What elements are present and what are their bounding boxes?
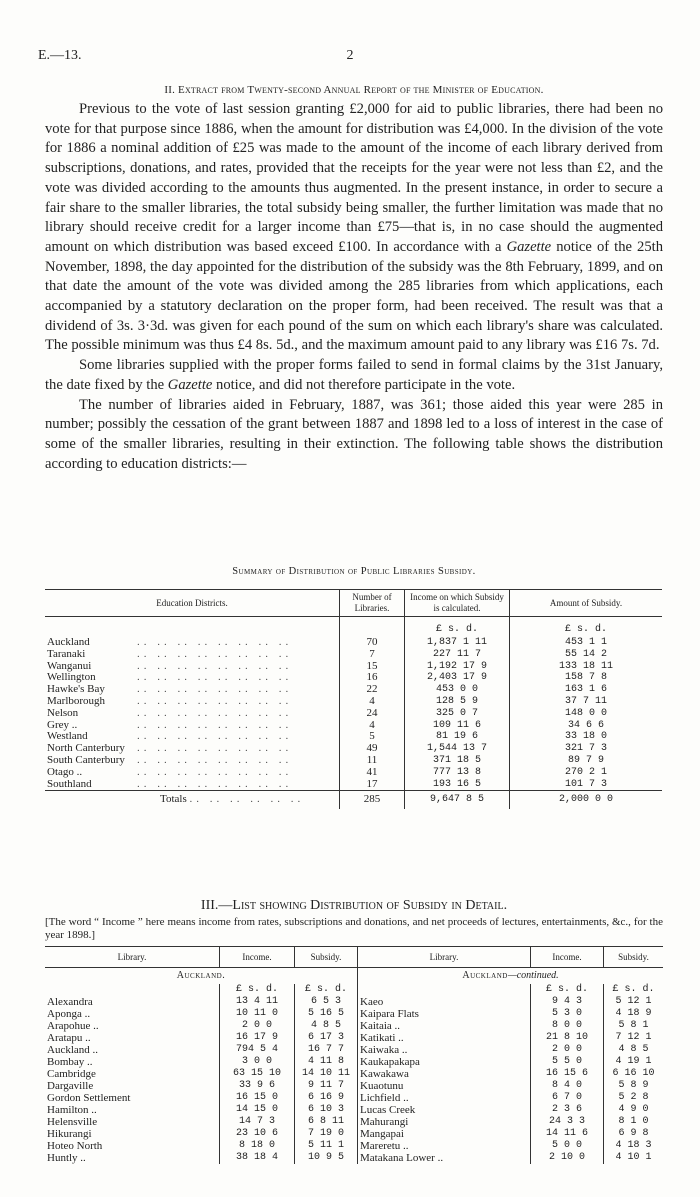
subsidy-cell: 14 10 11 xyxy=(295,1068,358,1080)
library-cell: Kuaotunu xyxy=(360,1080,404,1092)
subsidy-cell: 6 10 3 xyxy=(295,1104,358,1116)
gazette-italic: Gazette xyxy=(167,376,213,393)
paragraph-text: Previous to the vote of last session granting £2,000 for aid to public libraries, there had been no vote for that purpose since 1886, when the amount for distribution was £4,000. In the division of the vote for 1886 a nominal addition of £25 was made to the amount of the income of each library derived from subscriptions, donations, and rates, provided that the receipts for the year were not less than £2, and the vote was divided according to the amounts thus augmented. In the present instance, in order to secure a fair share to the smaller libraries, the total subsidy being smaller, the further limitation was made that no library should receive credit for a larger income than £75—that is, in no case should the augmented amount on which distribution was based exceed £100. In accordance with a xyxy=(45,101,663,255)
amount-cell: 148 0 0 xyxy=(510,708,663,720)
table-row xyxy=(358,1152,664,1164)
library-cell: Gordon Settlement xyxy=(47,1092,131,1104)
units-amount: £ s. d. xyxy=(510,617,663,638)
district-cell: Otago .. .. .. .. .. .. .. .. .. xyxy=(47,765,293,778)
library-cell: Kaukapakapa xyxy=(360,1056,420,1068)
units-row xyxy=(358,984,664,996)
table-row xyxy=(45,1044,357,1056)
income-cell: 1,192 17 9 xyxy=(405,661,510,673)
income-cell: 5 0 0 xyxy=(531,1140,604,1152)
library-cell: Hikurangi xyxy=(47,1128,92,1140)
table-row xyxy=(45,1140,357,1152)
income-cell: 2 3 6 xyxy=(531,1104,604,1116)
income-cell: 8 18 0 xyxy=(220,1140,295,1152)
table-row xyxy=(358,1128,664,1140)
table-row xyxy=(45,1056,357,1068)
units-income: £ s. d. xyxy=(531,984,604,996)
amount-cell: 321 7 3 xyxy=(510,743,663,755)
library-cell: Aratapu .. xyxy=(47,1032,91,1044)
region-continued: —continued. xyxy=(507,970,559,981)
district-cell: Grey .. .. .. .. .. .. .. .. .. xyxy=(47,718,293,731)
table-row xyxy=(45,1020,357,1032)
library-cell: Lucas Creek xyxy=(360,1104,416,1116)
district-name: South Canterbury xyxy=(47,753,125,766)
library-cell: Hamilton .. xyxy=(47,1104,97,1116)
col-subsidy: Subsidy. xyxy=(295,947,358,968)
library-cell: Dargaville xyxy=(47,1080,94,1092)
library-cell: Matakana Lower .. xyxy=(360,1152,444,1164)
table-row xyxy=(45,1116,357,1128)
number-cell: 24 xyxy=(340,708,405,720)
col-subsidy: Subsidy. xyxy=(604,947,664,968)
region-label: Auckland. xyxy=(176,970,226,981)
income-cell: 6 7 0 xyxy=(531,1092,604,1104)
library-cell: Mangapai xyxy=(360,1128,404,1140)
gazette-italic: Gazette xyxy=(506,238,552,255)
library-cell: Kaeo xyxy=(360,996,384,1008)
subsidy-cell: 5 2 8 xyxy=(604,1092,664,1104)
detail-right-body xyxy=(358,968,664,1165)
district-name: Wellington xyxy=(47,671,96,684)
income-note: [The word “ Income ” here means income from rates, subscriptions and donations, and net proceeds of lectures, entertainments, &c., for the year 1898.] xyxy=(45,916,663,941)
col-library: Library. xyxy=(45,947,220,968)
subsidy-cell: 4 19 1 xyxy=(604,1056,664,1068)
district-cell: Westland .. .. .. .. .. .. .. .. xyxy=(47,730,293,743)
income-cell: 14 15 0 xyxy=(220,1104,295,1116)
amount-cell: 453 1 1 xyxy=(510,637,663,649)
paragraph-text: notice, and did not therefore participate in the vote. xyxy=(212,376,516,393)
region-name: Auckland xyxy=(462,970,508,981)
number-cell: 70 xyxy=(340,637,405,649)
list-title-number: III.— xyxy=(200,898,233,913)
library-cell: Hoteo North xyxy=(47,1140,103,1152)
district-cell: Hawke's Bay .. .. .. .. .. .. .. .. xyxy=(47,683,293,696)
income-cell: 193 16 5 xyxy=(405,779,510,791)
amount-cell: 133 18 11 xyxy=(510,661,663,673)
totals-amount: 2,000 0 0 xyxy=(510,791,663,810)
report-extract xyxy=(45,100,663,474)
district-name: Nelson xyxy=(47,706,79,719)
subsidy-cell: 4 9 0 xyxy=(604,1104,664,1116)
subsidy-cell: 7 19 0 xyxy=(295,1128,358,1140)
col-library: Library. xyxy=(358,947,531,968)
district-cell: Southland .. .. .. .. .. .. .. .. xyxy=(47,777,293,790)
district-name: North Canterbury xyxy=(47,742,125,755)
table-row xyxy=(45,1032,357,1044)
district-cell: South Canterbury .. .. .. .. .. .. .. .. xyxy=(47,753,293,766)
income-cell: 2 10 0 xyxy=(531,1152,604,1164)
amount-cell: 37 7 11 xyxy=(510,696,663,708)
income-cell: 9 4 3 xyxy=(531,996,604,1008)
units-row xyxy=(45,984,357,996)
amount-cell: 101 7 3 xyxy=(510,779,663,791)
number-cell: 4 xyxy=(340,696,405,708)
subsidy-cell: 6 9 8 xyxy=(604,1128,664,1140)
library-cell: Mahurangi xyxy=(360,1116,409,1128)
subsidy-cell: 4 18 9 xyxy=(604,1008,664,1020)
library-cell: Katikati .. xyxy=(360,1032,404,1044)
income-cell: 1,837 1 11 xyxy=(405,637,510,649)
district-name: Hawke's Bay xyxy=(47,683,105,696)
number-cell: 5 xyxy=(340,731,405,743)
region-label xyxy=(358,968,664,985)
district-name: Otago .. xyxy=(47,765,83,778)
library-cell: Lichfield .. xyxy=(360,1092,409,1104)
col-amount: Amount of Subsidy. xyxy=(510,590,663,617)
totals-number: 285 xyxy=(340,791,405,810)
table-row xyxy=(358,996,664,1008)
library-cell: Mareretu .. xyxy=(360,1140,409,1152)
income-cell: 33 9 6 xyxy=(220,1080,295,1092)
subsidy-cell: 4 18 3 xyxy=(604,1140,664,1152)
income-cell: 325 0 7 xyxy=(405,708,510,720)
number-cell: 4 xyxy=(340,720,405,732)
subsidy-cell: 9 11 7 xyxy=(295,1080,358,1092)
region-row xyxy=(358,968,664,985)
number-cell: 15 xyxy=(340,661,405,673)
table-row xyxy=(358,1008,664,1020)
units-subsidy: £ s. d. xyxy=(604,984,664,996)
totals-income: 9,647 8 5 xyxy=(405,791,510,810)
col-income: Income. xyxy=(220,947,295,968)
totals-label: Totals xyxy=(160,793,187,806)
amount-cell: 158 7 8 xyxy=(510,672,663,684)
income-cell: 2 0 0 xyxy=(531,1044,604,1056)
amount-cell: 89 7 9 xyxy=(510,755,663,767)
income-cell: 24 3 3 xyxy=(531,1116,604,1128)
income-cell: 227 11 7 xyxy=(405,649,510,661)
units-row xyxy=(45,617,662,638)
income-cell: 10 11 0 xyxy=(220,1008,295,1020)
table-row xyxy=(45,1068,357,1080)
table-row xyxy=(45,779,662,791)
summary-body xyxy=(45,617,662,791)
number-cell: 49 xyxy=(340,743,405,755)
library-cell: Kawakawa xyxy=(360,1068,409,1080)
amount-cell: 270 2 1 xyxy=(510,767,663,779)
subsidy-cell: 4 10 1 xyxy=(604,1152,664,1164)
table-row xyxy=(358,1092,664,1104)
income-cell: 8 0 0 xyxy=(531,1020,604,1032)
table-row xyxy=(358,1044,664,1056)
library-cell: Aponga .. xyxy=(47,1008,91,1020)
amount-cell: 163 1 6 xyxy=(510,684,663,696)
number-cell: 7 xyxy=(340,649,405,661)
library-cell: Kaiwaka .. xyxy=(360,1044,408,1056)
table-row xyxy=(45,1092,357,1104)
region-row xyxy=(45,968,357,985)
amount-cell: 33 18 0 xyxy=(510,731,663,743)
table-row xyxy=(358,1032,664,1044)
income-cell: 128 5 9 xyxy=(405,696,510,708)
units-income: £ s. d. xyxy=(405,617,510,638)
subsidy-cell: 6 16 9 xyxy=(295,1092,358,1104)
subsidy-cell: 4 11 8 xyxy=(295,1056,358,1068)
district-name: Auckland xyxy=(47,636,90,648)
col-district: Education Districts. xyxy=(45,590,340,617)
paragraph-text: notice of the 25th November, 1898, the day appointed for the distribution of the subsidy was the 8th February, 1899, and on that date the amount of the vote was divided among the 285 libraries from which applications, each accompanied by a statutory declaration on the proper form, had been received. The result was that a dividend of 3s. 3·3d. was given for each pound of the sum on which each library's share was calculated. The possible minimum was thus £4 8s. 5d., and the maximum amount paid to any library was £16 7s. 7d. xyxy=(45,238,663,354)
library-cell: Auckland .. xyxy=(47,1044,99,1056)
paragraph xyxy=(45,356,663,395)
income-cell: 371 18 5 xyxy=(405,755,510,767)
number-cell: 41 xyxy=(340,767,405,779)
income-cell: 5 3 0 xyxy=(531,1008,604,1020)
library-cell: Huntly .. xyxy=(47,1152,86,1164)
district-cell: Wanganui .. .. .. .. .. .. .. .. xyxy=(47,659,293,672)
income-cell: 23 10 6 xyxy=(220,1128,295,1140)
table-row xyxy=(358,1116,664,1128)
district-name: Taranaki xyxy=(47,647,86,660)
income-cell: 109 11 6 xyxy=(405,720,510,732)
district-name: Wanganui xyxy=(47,659,92,672)
subsidy-cell: 5 11 1 xyxy=(295,1140,358,1152)
number-cell: 17 xyxy=(340,779,405,791)
income-cell: 16 15 6 xyxy=(531,1068,604,1080)
table-row xyxy=(45,1008,357,1020)
table-row xyxy=(358,1056,664,1068)
income-cell: 63 15 10 xyxy=(220,1068,295,1080)
table-row xyxy=(358,1068,664,1080)
subsidy-cell: 5 16 5 xyxy=(295,1008,358,1020)
subsidy-cell: 6 5 3 xyxy=(295,996,358,1008)
page-reference: E.—13. xyxy=(38,48,82,63)
income-cell: 2 0 0 xyxy=(220,1020,295,1032)
table-row xyxy=(45,1152,357,1164)
subsidy-cell: 8 1 0 xyxy=(604,1116,664,1128)
income-cell: 794 5 4 xyxy=(220,1044,295,1056)
income-cell: 16 15 0 xyxy=(220,1092,295,1104)
library-cell: Helensville xyxy=(47,1116,98,1128)
library-cell: Kaitaia .. xyxy=(360,1020,401,1032)
subsidy-cell: 7 12 1 xyxy=(604,1032,664,1044)
income-cell: 5 5 0 xyxy=(531,1056,604,1068)
library-cell: Cambridge xyxy=(47,1068,96,1080)
income-cell: 777 13 8 xyxy=(405,767,510,779)
table-row xyxy=(45,996,357,1008)
subsidy-cell: 4 8 5 xyxy=(604,1044,664,1056)
detail-table-right xyxy=(357,946,663,1164)
table-row xyxy=(45,1080,357,1092)
subsidy-cell: 6 16 10 xyxy=(604,1068,664,1080)
table-row xyxy=(45,1128,357,1140)
income-cell: 21 8 10 xyxy=(531,1032,604,1044)
income-cell: 14 7 3 xyxy=(220,1116,295,1128)
subsidy-cell: 5 8 9 xyxy=(604,1080,664,1092)
detail-left-body xyxy=(45,968,357,1165)
subsidy-cell: 16 7 7 xyxy=(295,1044,358,1056)
income-cell: 3 0 0 xyxy=(220,1056,295,1068)
library-cell: Kaipara Flats xyxy=(360,1008,419,1020)
detail-table-left xyxy=(45,946,357,1164)
income-cell: 8 4 0 xyxy=(531,1080,604,1092)
col-number: Number of Libraries. xyxy=(340,590,405,617)
income-cell: 14 11 6 xyxy=(531,1128,604,1140)
col-income: Income on which Subsidy is calculated. xyxy=(405,590,510,617)
subsidy-cell: 5 8 1 xyxy=(604,1020,664,1032)
subsidy-cell: 6 17 3 xyxy=(295,1032,358,1044)
income-cell: 38 18 4 xyxy=(220,1152,295,1164)
district-name: Southland xyxy=(47,777,92,790)
district-name: Marlborough xyxy=(47,694,106,707)
page-number: 2 xyxy=(346,48,354,63)
table-row xyxy=(358,1104,664,1116)
income-cell: 2,403 17 9 xyxy=(405,672,510,684)
district-cell: Wellington .. .. .. .. .. .. .. .. xyxy=(47,671,293,684)
paragraph-text: Some libraries supplied with the proper forms failed to send in formal claims by the 31st January, the date fixed by the xyxy=(45,357,663,393)
section-heading: II. Extract from Twenty-second Annual Report of the Minister of Education. xyxy=(164,84,544,96)
paragraph: The number of libraries aided in February, 1887, was 361; those aided this year were 285 in number; possibly the cessation of the grant between 1887 and 1898 led to a loss of interest in the case of some of the smaller libraries, resulting in their extinction. The following table shows the distribution according to education districts:— xyxy=(45,396,663,472)
district-cell: Auckland .. .. .. .. .. .. .. .. xyxy=(47,636,293,648)
income-cell: 1,544 13 7 xyxy=(405,743,510,755)
district-cell: Marlborough .. .. .. .. .. .. .. .. xyxy=(47,694,293,707)
income-cell: 81 19 6 xyxy=(405,731,510,743)
summary-table xyxy=(45,589,662,809)
income-cell: 16 17 9 xyxy=(220,1032,295,1044)
income-cell: 13 4 11 xyxy=(220,996,295,1008)
table-row xyxy=(45,1104,357,1116)
subsidy-cell: 4 8 5 xyxy=(295,1020,358,1032)
number-cell: 16 xyxy=(340,672,405,684)
list-title xyxy=(45,898,663,914)
units-subsidy: £ s. d. xyxy=(295,984,358,996)
subsidy-cell: 6 8 11 xyxy=(295,1116,358,1128)
district-cell: Nelson .. .. .. .. .. .. .. .. xyxy=(47,706,293,719)
library-cell: Arapohue .. xyxy=(47,1020,99,1032)
number-cell: 22 xyxy=(340,684,405,696)
district-name: Grey .. xyxy=(47,718,78,731)
subsidy-cell: 5 12 1 xyxy=(604,996,664,1008)
table-row xyxy=(358,1020,664,1032)
totals-row: Totals .. .. .. .. .. .. 285 9,647 8 5 2,000 0 0 xyxy=(45,791,662,810)
subsidy-cell: 10 9 5 xyxy=(295,1152,358,1164)
number-cell: 11 xyxy=(340,755,405,767)
paragraph xyxy=(45,100,663,356)
library-cell: Alexandra xyxy=(47,996,93,1008)
table-row xyxy=(358,1140,664,1152)
summary-title: Summary of Distribution of Public Libraries Subsidy. xyxy=(232,566,476,577)
library-cell: Bombay .. xyxy=(47,1056,93,1068)
income-cell: 453 0 0 xyxy=(405,684,510,696)
district-name: Westland xyxy=(47,730,88,743)
amount-cell: 34 6 6 xyxy=(510,720,663,732)
list-title-text: List showing Distribution of Subsidy in Detail. xyxy=(232,898,508,913)
units-income: £ s. d. xyxy=(220,984,295,996)
col-income: Income. xyxy=(531,947,604,968)
district-cell: North Canterbury .. .. .. .. .. .. .. .. xyxy=(47,742,293,755)
district-cell: Taranaki .. .. .. .. .. .. .. .. xyxy=(47,647,293,660)
table-row xyxy=(358,1080,664,1092)
amount-cell: 55 14 2 xyxy=(510,649,663,661)
